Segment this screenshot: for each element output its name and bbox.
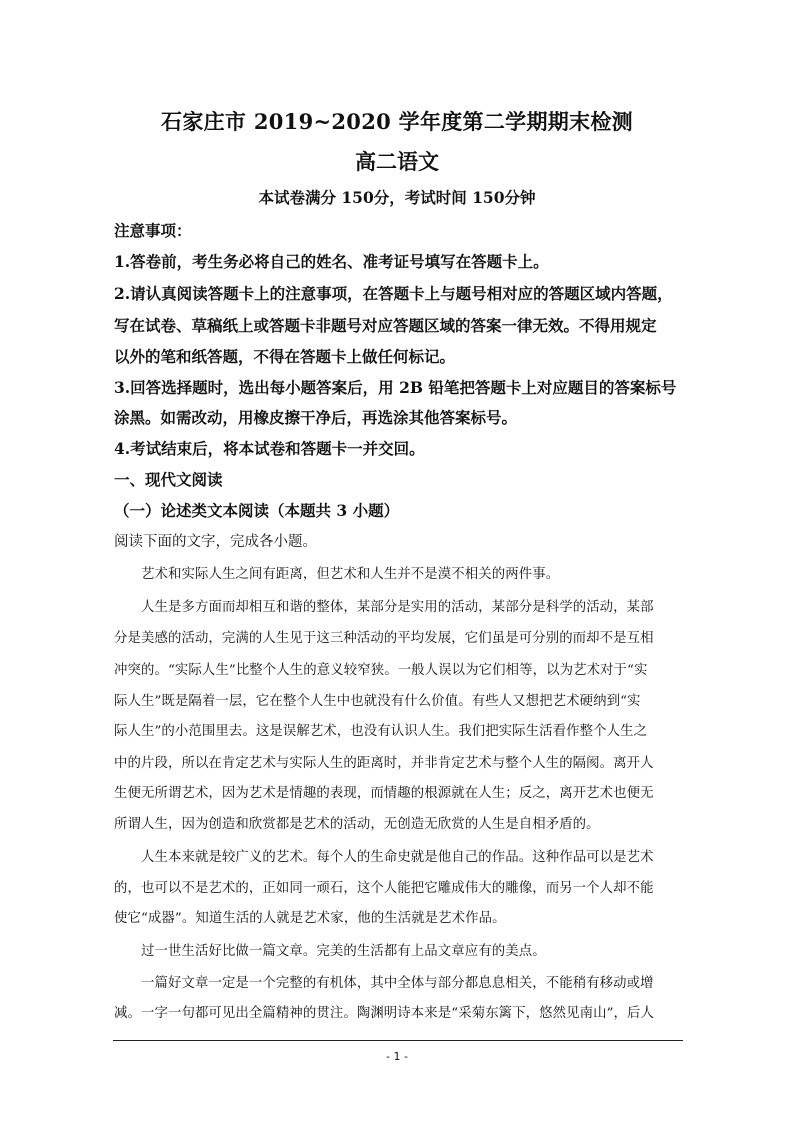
passage-line: 人生本来就是较广义的艺术。每个人的生命史就是他自己的作品。这种作品可以是艺术	[141, 850, 654, 865]
passage-line: 艺术和实际人生之间有距离，但艺术和人生并不是漠不相关的两件事。	[141, 567, 560, 582]
section-part-heading: 一、现代文阅读	[114, 470, 223, 489]
passage-line: 的，也可以不是艺术的，正如同一顽石，这个人能把它雕成伟大的雕像，而另一个人却不能	[114, 881, 654, 896]
notes-line: 2.请认真阅读答题卡上的注意事项，在答题卡上与题号相对应的答题区域内答题，	[114, 284, 673, 303]
document-title: 石家庄市 2019~2020 学年度第二学期期末检测	[161, 109, 633, 134]
instruction-text: 阅读下面的文字，完成各小题。	[114, 534, 317, 550]
page-number: - 1 -	[386, 1050, 408, 1063]
notes-line: 以外的笔和纸答题，不得在答题卡上做任何标记。	[114, 347, 456, 366]
notes-line: 3.回答选择题时，选出每小题答案后，用 2B 铅笔把答题卡上对应题目的答案标号	[114, 378, 677, 397]
notes-line: 写在试卷、草稿纸上或答题卡非题号对应答题区域的答案一律无效。不得用规定	[114, 316, 657, 335]
passage-line: 减。一字一句都可见出全篇精神的贯注。陶渊明诗本来是“采菊东篱下，悠然见南山”，后人	[114, 1006, 655, 1021]
passage-line: 际人生”既是隔着一层，它在整个人生中也就没有什么价值。有些人又想把艺术硬纳到“实	[114, 694, 641, 709]
passage-line: 冲突的。“实际人生”比整个人生的意义较窄狭。一般人误以为它们相等，以为艺术对于“实	[114, 663, 648, 678]
notes-line: 1.答卷前，考生务必将自己的姓名、准考证号填写在答题卡上。	[114, 252, 549, 271]
passage-line: 使它“成器”。知道生活的人就是艺术家，他的生活就是艺术作品。	[114, 911, 506, 926]
passage-line: 生便无所谓艺术，因为艺术是情趣的表现，而情趣的根源就在人生；反之，离开艺术也便无	[114, 786, 654, 801]
exam-info: 本试卷满分 150分，考试时间 150分钟	[258, 188, 536, 207]
section-sub-heading: （一）论述类文本阅读（本题共 3 小题）	[114, 501, 400, 520]
passage-line: 过一世生活好比做一篇文章。完美的生活都有上品文章应有的美点。	[141, 944, 546, 959]
passage-line: 所谓人生，因为创造和欣赏都是艺术的活动，无创造无欣赏的人生是自相矛盾的。	[114, 817, 600, 832]
document-subtitle: 高二语文	[355, 149, 439, 174]
notes-line: 涂黑。如需改动，用橡皮擦干净后，再选涂其他答案标号。	[114, 408, 518, 427]
footer-divider	[113, 1040, 683, 1041]
passage-line: 中的片段，所以在肯定艺术与实际人生的距离时，并非肯定艺术与整个人生的隔阂。离开人	[114, 756, 654, 771]
passage-line: 一篇好文章一定是一个完整的有机体，其中全体与部分都息息相关，不能稍有移动或增	[141, 976, 654, 991]
notes-heading: 注意事项：	[114, 221, 192, 240]
notes-line: 4.考试结束后，将本试卷和答题卡一并交回。	[114, 439, 425, 458]
passage-line: 际人生”的小范围里去。这是误解艺术，也没有认识人生。我们把实际生活看作整个人生之	[114, 724, 648, 739]
passage-line: 人生是多方面而却相互和谐的整体，某部分是实用的活动，某部分是科学的活动，某部	[141, 600, 654, 615]
passage-line: 分是美感的活动，完满的人生见于这三种活动的平均发展，它们虽是可分别的而却不是互相	[114, 631, 654, 646]
